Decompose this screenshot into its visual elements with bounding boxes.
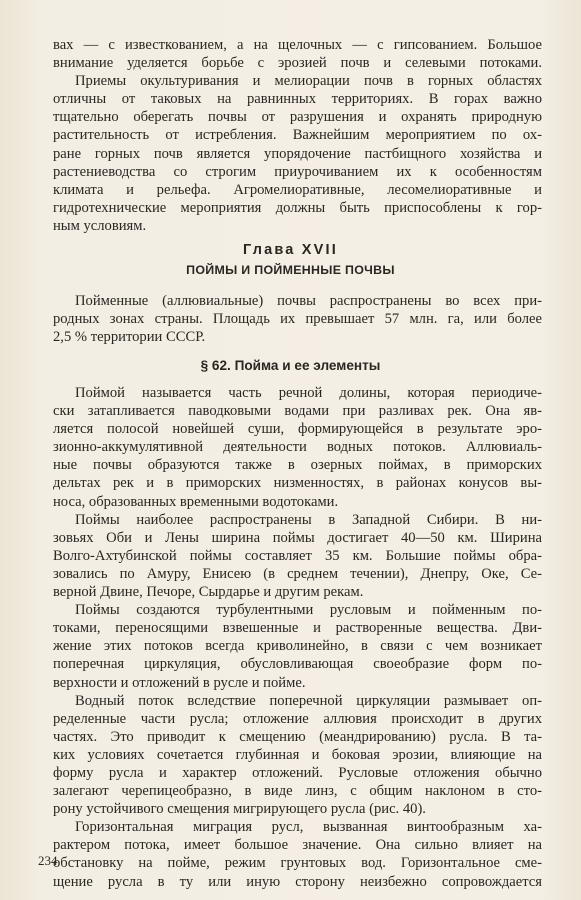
text-line: внимание уделяется борьбе с эрозией почв и селевыми потоками. — [53, 55, 542, 72]
text-line: отличны от таковых на равнинных территориях. В горах важно — [53, 91, 542, 108]
text-line: залегают черепицеобразно, в виде линз, с общим наклоном в сто- — [53, 783, 542, 800]
text-line: верной Двине, Печоре, Сырдарье и другим рекам. — [53, 584, 364, 601]
text-line: ределенные части русла; отложение аллювия происходит в других — [53, 710, 542, 727]
text-line: обстановку на пойме, режим грунтовых вод. Горизонтальное сме- — [53, 855, 542, 872]
text-line: частях. Это приводит к смещению (меандрированию) русла. В та- — [53, 728, 542, 745]
text-line: родных зонах страны. Площадь их превышает 57 млн. га, или более — [53, 311, 542, 328]
section-title: § 62. Пойма и ее элементы — [200, 358, 381, 373]
text-line: носа, образованных временными водотоками. — [53, 493, 339, 510]
text-line: гидротехнические мероприятия должны быть приспособлены к гор- — [53, 199, 542, 216]
text-line: климата и рельефа. Агромелиоративные, лесомелиоративные и — [53, 181, 542, 198]
text-line: поперечная циркуляция, обусловливающая своеобразие форм по- — [53, 656, 542, 673]
text-line: зовьях Оби и Лены ширина поймы достигает 40—50 км. Ширина — [53, 529, 542, 546]
text-line: ные почвы образуются также в озерных поймах, в приморских — [53, 457, 542, 474]
top-paragraphs — [53, 36, 542, 235]
text-line: зионно-аккумулятивной деятельности водных потоков. Аллювиаль- — [53, 439, 542, 456]
text-line: Волго-Ахтубинской поймы составляет 35 км. Большие поймы обра- — [53, 547, 542, 564]
text-line: ких условиях сочетается глубинная и боковая эрозии, влияющие на — [53, 746, 542, 763]
text-line: ным условиям. — [53, 217, 147, 234]
text-line: дельтах рек и в приморских низменностях, в районах конусов вы- — [53, 475, 542, 492]
text-line: Поймы наиболее распространены в Западной Сибири. В ни- — [75, 511, 542, 528]
text-line: рактером потока, имеет большое значение. Она сильно влияет на — [53, 837, 542, 854]
text-line: 2,5 % территории СССР. — [53, 329, 206, 346]
text-line: ляется полосой новейшей суши, формирующейся в результате эро- — [53, 421, 542, 438]
text-line: ски затапливается паводковыми водами при разливах рек. Она яв- — [53, 403, 542, 420]
text-line: Пойменные (аллювиальные) почвы распространены во всех при- — [75, 293, 542, 309]
text-line: Поймы создаются турбулентными русловым и пойменным по- — [75, 602, 542, 619]
text-line: Горизонтальная миграция русл, вызванная винтообразным ха- — [75, 819, 542, 836]
text-line: растительность от истребления. Важнейшим мероприятием по ох- — [53, 127, 542, 144]
text-line: тщательно оберегать почвы от разрушения и охранять природную — [53, 109, 542, 126]
page-number: 234 — [38, 853, 58, 868]
text-line: жение этих потоков всегда криволинейно, в связи с чем возникает — [53, 638, 542, 655]
text-line: рону устойчивого смещения мигрирующего русла (рис. 40). — [53, 801, 426, 818]
text-line: зовались по Амуру, Енисею (в среднем течении), Днепру, Оке, Се- — [53, 565, 542, 582]
text-line: форму русла и характер отложений. Русловые отложения обычно — [53, 764, 542, 781]
text-line: Водный поток вследствие поперечной циркуляции размывает оп- — [75, 692, 542, 709]
text-line: Приемы окультуривания и мелиорации почв в горных областях — [75, 73, 542, 90]
text-line: верхности и отложений в русле и пойме. — [53, 674, 306, 691]
text-line: Поймой называется часть речной долины, которая периодиче- — [75, 385, 542, 401]
text-line: щение русла в ту или иную сторону неизбежно сопровождается — [53, 873, 542, 890]
intro-paragraph — [53, 292, 542, 346]
text-line: ране горных почв является упорядочение пастбищного хозяйства и — [53, 145, 542, 162]
text-line: токами, переносящими взвешенные и растворенные вещества. Дви- — [53, 620, 542, 637]
chapter-label: Глава XVII — [243, 242, 338, 258]
chapter-title: ПОЙМЫ И ПОЙМЕННЫЕ ПОЧВЫ — [186, 263, 395, 277]
text-line: растениеводства со строгим приурочиванием их к особенностям — [53, 163, 542, 180]
body-paragraphs — [53, 384, 542, 891]
text-line: вах — с известкованием, а на щелочных — с гипсованием. Большое — [53, 37, 542, 53]
